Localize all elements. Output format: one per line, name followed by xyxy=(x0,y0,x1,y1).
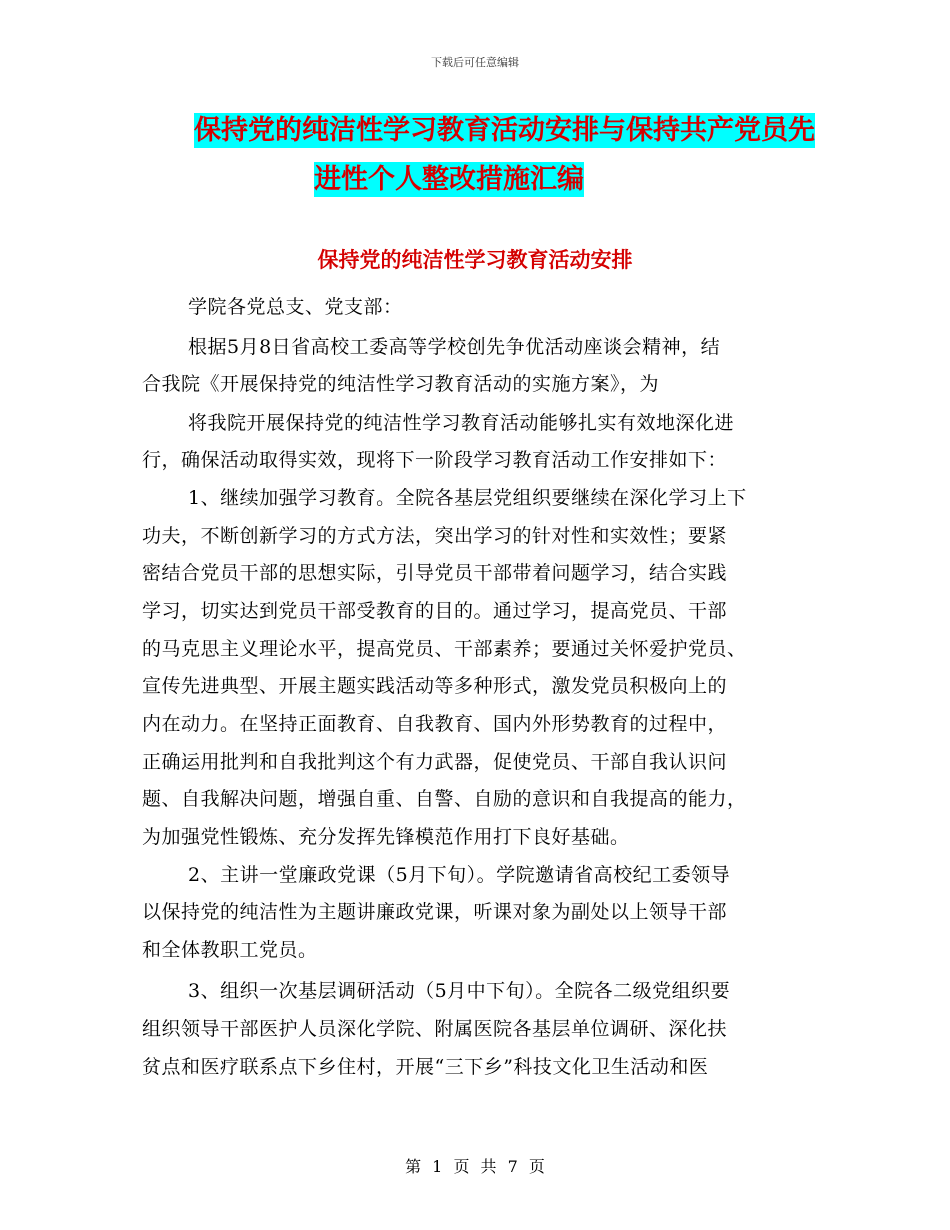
text-line: 合我院《开展保持党的纯洁性学习教育活动的实施方案》，为 xyxy=(142,373,660,395)
text-line: 将我院开展保持党的纯洁性学习教育活动能够扎实有效地深化进 xyxy=(188,412,735,434)
text-line: 3、组织一次基层调研活动（5月中下旬）。全院各二级党组织要 xyxy=(188,980,731,1002)
title-line-2: 进性个人整改措施汇编 xyxy=(314,164,584,195)
text-line: 题、自我解决问题，增强自重、自警、自励的意识和自我提高的能力， xyxy=(142,788,747,810)
text-line: 宣传先进典型、开展主题实践活动等多种形式，激发党员积极向上的 xyxy=(142,675,728,697)
text-line: 密结合党员干部的思想实际，引导党员干部带着问题学习，结合实践 xyxy=(142,562,728,584)
text-line: 以保持党的纯洁性为主题讲廉政党课，听课对象为副处以上领导干部 xyxy=(142,901,728,923)
text-line: 内在动力。在坚持正面教育、自我教育、国内外形势教育的过程中， xyxy=(142,713,728,735)
text-line: 2、主讲一堂廉政党课（5月下旬）。学院邀请省高校纪工委领导 xyxy=(188,864,731,886)
text-line: 根据5月8日省高校工委高等学校创先争优活动座谈会精神，结 xyxy=(188,336,721,358)
text-line: 贫点和医疗联系点下乡住村，开展“三下乡”科技文化卫生活动和医 xyxy=(142,1056,709,1078)
text-line: 正确运用批判和自我批判这个有力武器，促使党员、干部自我认识问 xyxy=(142,751,728,773)
page-header-note: 下载后可任意编辑 xyxy=(431,56,519,69)
salutation-line: 学院各党总支、党支部： xyxy=(188,296,403,318)
text-line: 功夫，不断创新学习的方式方法，突出学习的针对性和实效性；要紧 xyxy=(142,525,728,547)
text-line: 的马克思主义理论水平，提高党员、干部素养；要通过关怀爱护党员、 xyxy=(142,638,747,660)
text-line: 为加强党性锻炼、充分发挥先锋模范作用打下良好基础。 xyxy=(142,826,630,848)
section-title: 保持党的纯洁性学习教育活动安排 xyxy=(317,247,633,272)
text-line: 学习，切实达到党员干部受教育的目的。通过学习，提高党员、干部 xyxy=(142,600,728,622)
page-number-footer: 第 1 页 共 7 页 xyxy=(405,1157,545,1176)
text-line: 行，确保活动取得实效，现将下一阶段学习教育活动工作安排如下： xyxy=(142,449,728,471)
title-line-1: 保持党的纯洁性学习教育活动安排与保持共产党员先 xyxy=(194,115,815,146)
text-line: 和全体教职工党员。 xyxy=(142,939,318,961)
text-line: 组织领导干部医护人员深化学院、附属医院各基层单位调研、深化扶 xyxy=(142,1018,728,1040)
text-line: 1、继续加强学习教育。全院各基层党组织要继续在深化学习上下 xyxy=(188,487,747,509)
